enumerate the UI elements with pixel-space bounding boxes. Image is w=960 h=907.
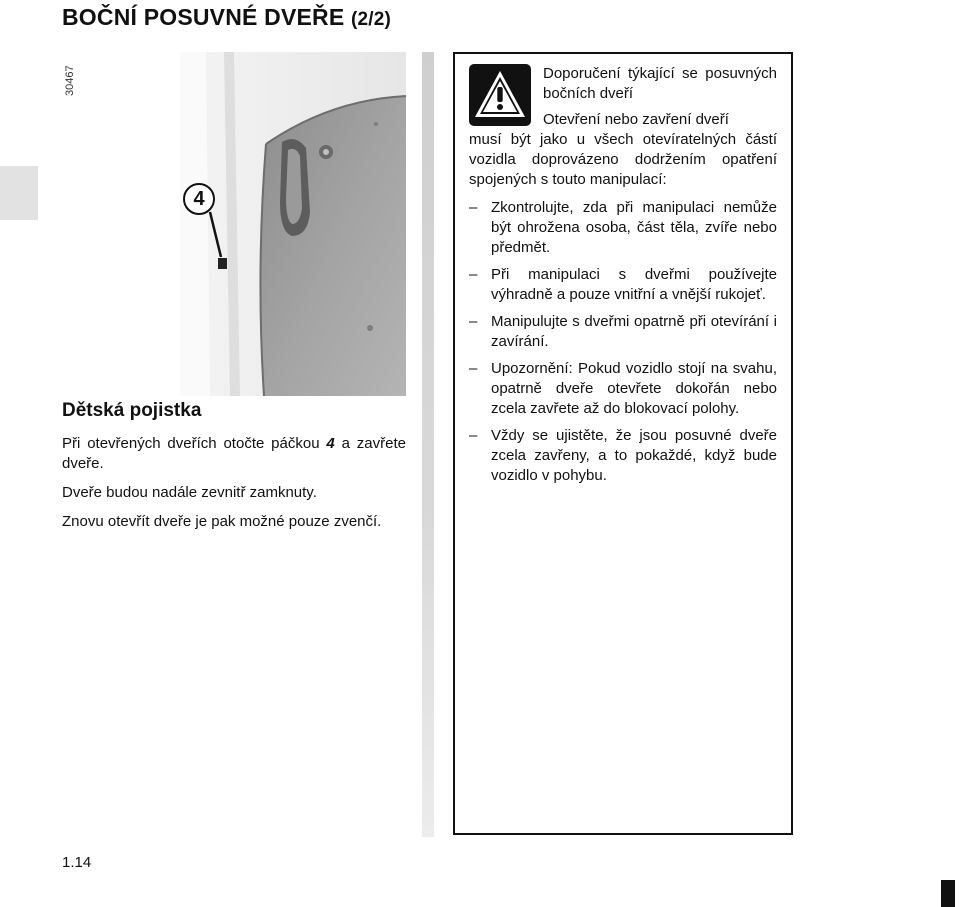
warning-item-text: Manipulujte s dveřmi opatrně při otevírání i zavírání. [491,313,777,350]
warning-item-text: Upozornění: Pokud vozidlo stojí na svahu, opatrně dveře otevřete dokořán nebo zcela zavřete až do blokovací polohy. [491,360,777,417]
dash-bullet: – [469,266,478,283]
warning-item-text: Zkontrolujte, zda při manipulaci nemůže být ohrožena osoba, část těla, zvíře nebo předmět. [491,199,777,256]
dash-bullet: – [469,199,478,216]
warning-list [469,198,777,486]
warning-item [469,198,777,258]
paragraph-1-end: a zavřete dveře. [62,435,406,472]
warning-item [469,265,777,305]
warning-item [469,426,777,486]
warning-item [469,359,777,419]
page-number: 1.14 [62,854,92,871]
page-title-part: (2/2) [351,9,392,30]
chapter-tab [0,166,38,220]
dash-bullet: – [469,313,478,330]
warning-item [469,312,777,352]
warning-header-text [543,64,777,130]
warning-triangle-icon [469,64,531,126]
page-title [62,4,391,31]
warning-header [469,64,777,130]
page-corner-mark [941,880,955,907]
dash-bullet: – [469,427,478,444]
warning-title: Doporučení týkající se posuvných bočních dveří [543,65,777,102]
warning-item-text: Vždy se ujistěte, že jsou posuvné dveře zcela zavřeny, a to pokaždé, když bude vozidlo v pohybu. [491,427,777,484]
warning-intro-first: Otevření nebo zavření dveří [543,111,729,128]
door-photo [180,52,406,396]
callout-marker: 4 [183,183,215,215]
paragraph-1-ref: 4 [326,435,335,452]
paragraph-2: Dveře budou nadále zevnitř zamknuty. [62,484,317,501]
paragraph-1 [62,434,406,474]
figure-code: 30467 [64,65,76,96]
column-divider [422,52,434,837]
dash-bullet: – [469,360,478,377]
section-heading: Dětská pojistka [62,400,202,421]
paragraph-1-start: Při otevřených dveřích otočte páčkou [62,435,327,452]
warning-intro: musí být jako u všech otevíratelných částí vozidla doprovázeno dodržením opatření spojených s touto manipulací: [469,131,777,188]
warning-item-text: Při manipulaci s dveřmi používejte výhradně a pouze vnitřní a vnější rukojeť. [491,266,777,303]
paragraph-3: Znovu otevřít dveře je pak možné pouze zvenčí. [62,513,382,530]
door-photo-illustration [180,52,406,396]
page-title-text: BOČNÍ POSUVNÉ DVEŘE [62,4,345,30]
warning-box [453,52,793,835]
